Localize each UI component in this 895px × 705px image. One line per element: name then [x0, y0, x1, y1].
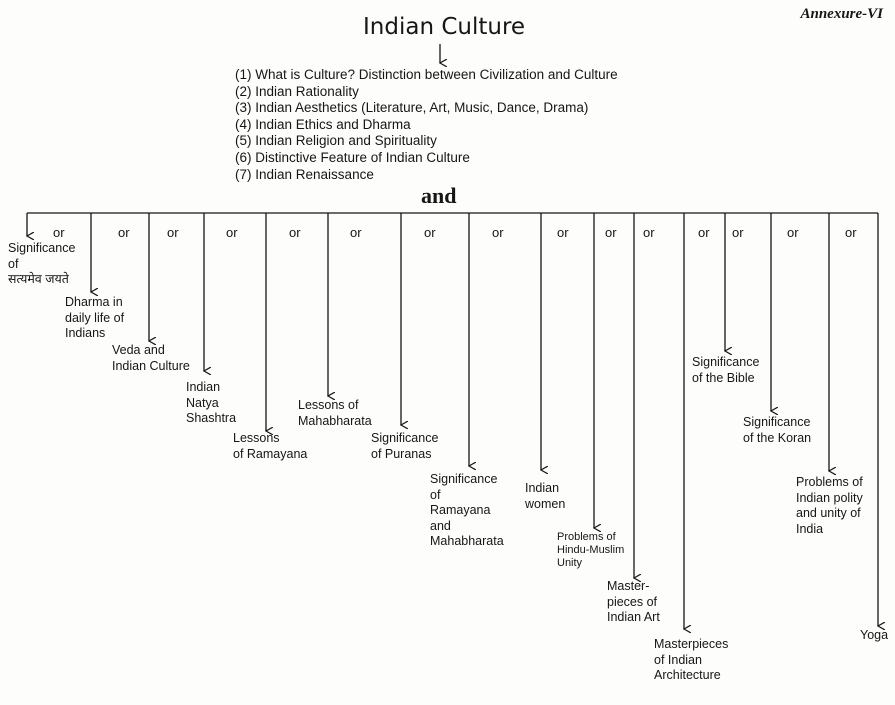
topic-item: (2) Indian Rationality [235, 83, 359, 99]
option-yoga: Yoga [860, 628, 889, 642]
option-ramayana-mahabharata: Significance of Ramayana and Mahabharata [430, 472, 504, 548]
and-connector: and [421, 183, 457, 208]
option-natya-shashtra: Indian Natya Shashtra [186, 380, 237, 425]
or-label: or [289, 225, 301, 240]
topic-item: (4) Indian Ethics and Dharma [235, 116, 411, 132]
or-label: or [167, 225, 179, 240]
option-veda-indian-culture: Veda and Indian Culture [112, 343, 190, 373]
option-masterpieces-indian-art: Master- pieces of Indian Art [607, 579, 660, 624]
or-label: or [350, 225, 362, 240]
topic-item: (7) Indian Renaissance [235, 166, 374, 182]
option-significance-bible: Significance of the Bible [692, 355, 760, 385]
option-indian-women: Indian women [525, 481, 566, 511]
diagram-title: Indian Culture [363, 14, 526, 40]
option-masterpieces-architecture: Masterpieces of Indian Architecture [654, 637, 729, 682]
topic-item: (6) Distinctive Feature of Indian Culture [235, 149, 470, 165]
annexure-label: Annexure-VI [800, 6, 883, 22]
topic-item: (5) Indian Religion and Spirituality [235, 133, 437, 149]
or-label: or [698, 225, 710, 240]
or-label: or [845, 225, 857, 240]
option-lessons-mahabharata: Lessons of Mahabharata [298, 398, 372, 428]
option-dharma-daily-life: Dharma in daily life of Indians [65, 295, 125, 340]
or-label: or [53, 225, 65, 240]
or-label: or [605, 225, 617, 240]
or-label: or [118, 225, 130, 240]
or-label: or [492, 225, 504, 240]
option-indian-polity-unity: Problems of Indian polity and unity of India [796, 475, 863, 536]
or-label: or [424, 225, 436, 240]
option-hindu-muslim-unity: Problems of Hindu-Muslim Unity [557, 531, 625, 569]
topic-item: (3) Indian Aesthetics (Literature, Art, Music, Dance, Drama) [235, 100, 589, 116]
or-label: or [643, 225, 655, 240]
or-label: or [557, 225, 569, 240]
or-label: or [226, 225, 238, 240]
or-label: or [732, 225, 744, 240]
topic-item: (1) What is Culture? Distinction between Civilization and Culture [235, 67, 618, 82]
option-lessons-ramayana: Lessons of Ramayana [233, 431, 308, 461]
option-significance-koran: Significance of the Koran [743, 415, 812, 445]
option-satyameva-jayate: Significance of सत्यमेव जयते [8, 241, 76, 286]
or-label: or [787, 225, 799, 240]
option-significance-puranas: Significance of Puranas [371, 431, 439, 461]
